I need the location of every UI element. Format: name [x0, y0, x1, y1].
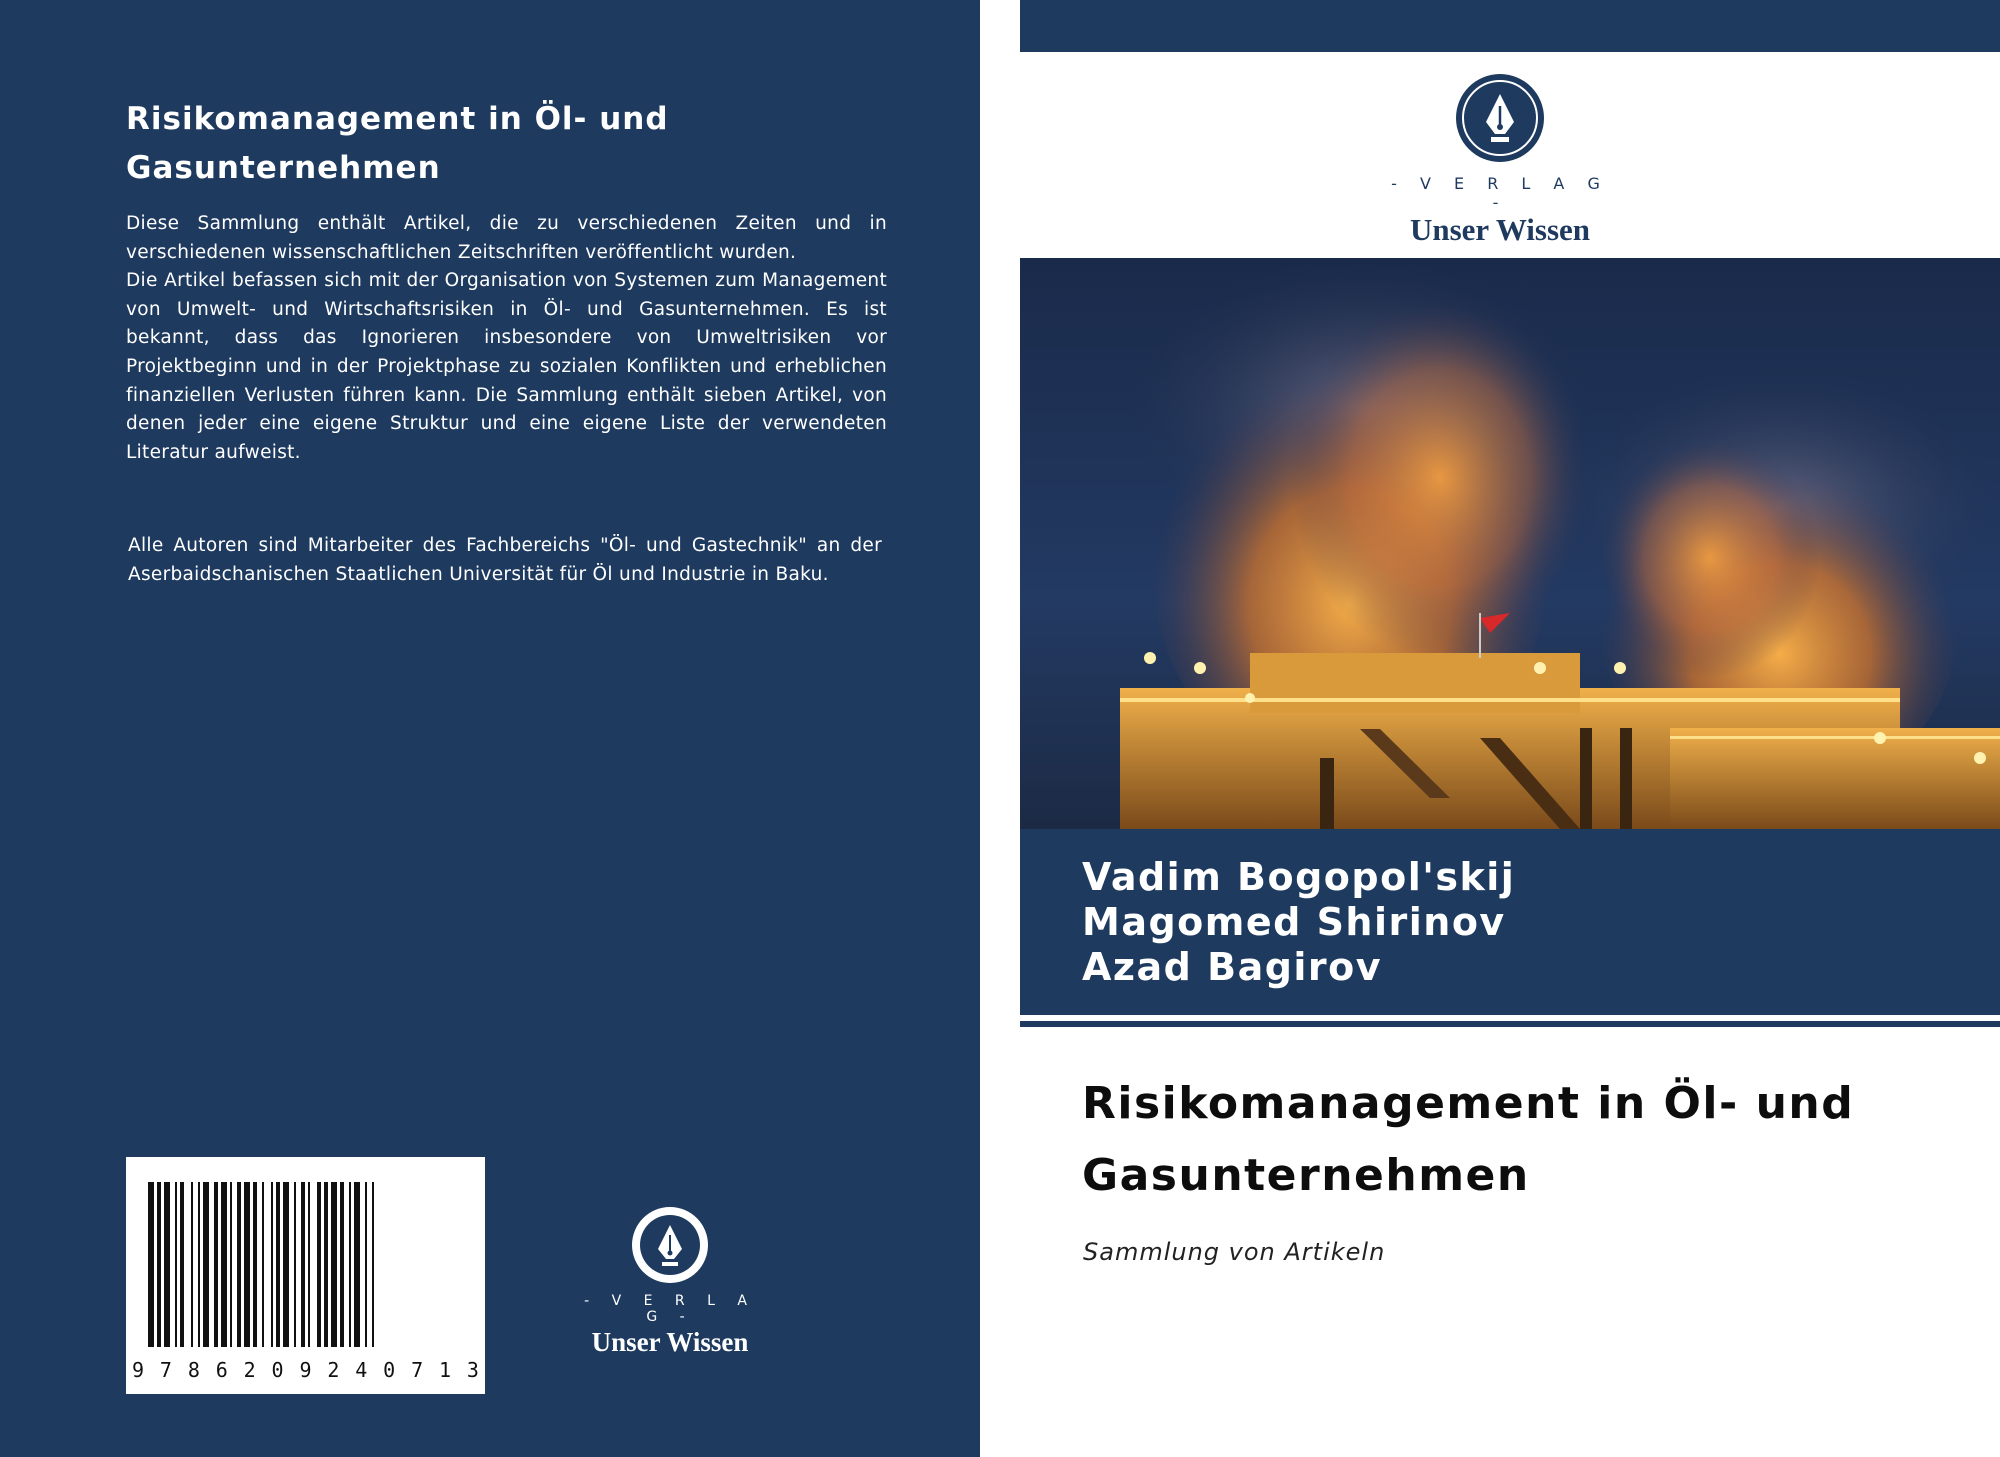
publisher-verlag-label: - V E R L A G - — [584, 1293, 756, 1325]
barcode-bar — [349, 1182, 351, 1347]
barcode-bar — [180, 1182, 184, 1347]
spine — [980, 0, 1020, 1457]
isbn-digit: 3 — [466, 1358, 479, 1382]
barcode-bar — [262, 1182, 264, 1347]
publisher-name: Unser Wissen — [1409, 212, 1591, 247]
barcode-bar — [175, 1182, 177, 1347]
isbn-barcode — [126, 1157, 485, 1394]
isbn-digits — [132, 1358, 479, 1382]
isbn-digit: 2 — [243, 1358, 256, 1382]
cover-photo-refinery — [1020, 258, 2000, 829]
front-cover-subtitle: Sammlung von Artikeln — [1083, 1238, 1386, 1266]
barcode-bar — [324, 1182, 328, 1347]
authors-affiliation-note: Alle Autoren sind Mitarbeiter des Fachbereichs "Öl- und Gastechnik" an der Aserbaidschanischen Staatlichen Universität für Öl und Industrie in Baku. — [128, 535, 882, 585]
isbn-digit: 7 — [159, 1358, 172, 1382]
description-paragraph: Die Artikel befassen sich mit der Organisation von Systemen zum Management von Umwelt- und Wirtschaftsrisiken in Öl- und Gasunternehmen. Es ist bekannt, dass das Ignorieren insbesondere von Umweltrisiken vor Projektbeginn und in der Projektphase zu sozialen Konflikten und erheblichen finanziellen Verlusten führen kann. Die Sammlung enthält sieben Artikel, von denen jeder eine eigene Struktur und eine eigene Liste der verwendeten Literatur aufweist. — [126, 270, 887, 463]
barcode-bar — [294, 1182, 296, 1347]
barcode-bar — [148, 1182, 154, 1347]
author-band — [1020, 829, 2000, 1015]
barcode-bar — [308, 1182, 310, 1347]
barcode-bar — [198, 1182, 200, 1347]
isbn-digit: 4 — [355, 1358, 368, 1382]
back-cover-description — [126, 210, 887, 467]
barcode-bar — [317, 1182, 321, 1347]
barcode-bar — [191, 1182, 193, 1347]
isbn-digit: 0 — [271, 1358, 284, 1382]
front-cover-top-bar — [1020, 0, 2000, 52]
barcode-bar — [244, 1182, 250, 1347]
barcode-bar — [276, 1182, 280, 1347]
barcode-bar — [237, 1182, 241, 1347]
barcode-bar — [271, 1182, 273, 1347]
publisher-logo-back — [570, 1205, 770, 1358]
isbn-digit: 0 — [383, 1358, 396, 1382]
barcode-bar — [203, 1182, 209, 1347]
barcode-bar — [354, 1182, 360, 1347]
barcode-bar — [372, 1182, 374, 1347]
barcode-bar — [157, 1182, 161, 1347]
barcode-bar — [365, 1182, 367, 1347]
fountain-pen-nib-icon — [1454, 72, 1546, 164]
barcode-bar — [283, 1182, 289, 1347]
back-cover-title: Risikomanagement in Öl- und Gasunternehmen — [126, 101, 669, 186]
barcode-bar — [301, 1182, 305, 1347]
publisher-verlag-label: - V E R L A G - — [1391, 174, 1609, 212]
barcode-bar — [214, 1182, 218, 1347]
isbn-digit: 6 — [215, 1358, 228, 1382]
barcode-bar — [230, 1182, 232, 1347]
isbn-digit: 7 — [411, 1358, 424, 1382]
refinery-smoke-image — [1020, 258, 2000, 829]
barcode-bar — [253, 1182, 257, 1347]
author-name: Magomed Shirinov — [1082, 900, 1506, 944]
author-name: Vadim Bogopol'skij — [1082, 855, 1516, 899]
barcode-bar — [164, 1182, 170, 1347]
barcode-bar — [331, 1182, 337, 1347]
isbn-digit: 9 — [132, 1358, 145, 1382]
front-cover-title: Risikomanagement in Öl- und Gasunternehmen — [1082, 1078, 1855, 1201]
isbn-digit: 1 — [438, 1358, 452, 1382]
isbn-digit: 2 — [327, 1358, 340, 1382]
back-cover — [0, 0, 980, 1457]
publisher-name: Unser Wissen — [591, 1327, 749, 1357]
barcode-bars — [126, 1157, 485, 1357]
barcode-bar — [340, 1182, 344, 1347]
author-name: Azad Bagirov — [1082, 945, 1383, 989]
isbn-digit: 8 — [187, 1358, 200, 1382]
publisher-logo-front — [1390, 72, 1610, 248]
isbn-digit: 9 — [299, 1358, 312, 1382]
fountain-pen-nib-icon — [630, 1205, 710, 1285]
barcode-bar — [221, 1182, 227, 1347]
description-paragraph: Diese Sammlung enthält Artikel, die zu verschiedenen Zeiten und in verschiedenen wissenschaftlichen Zeitschriften veröffentlicht wurden. — [126, 213, 887, 263]
divider-line — [1020, 1021, 2000, 1027]
